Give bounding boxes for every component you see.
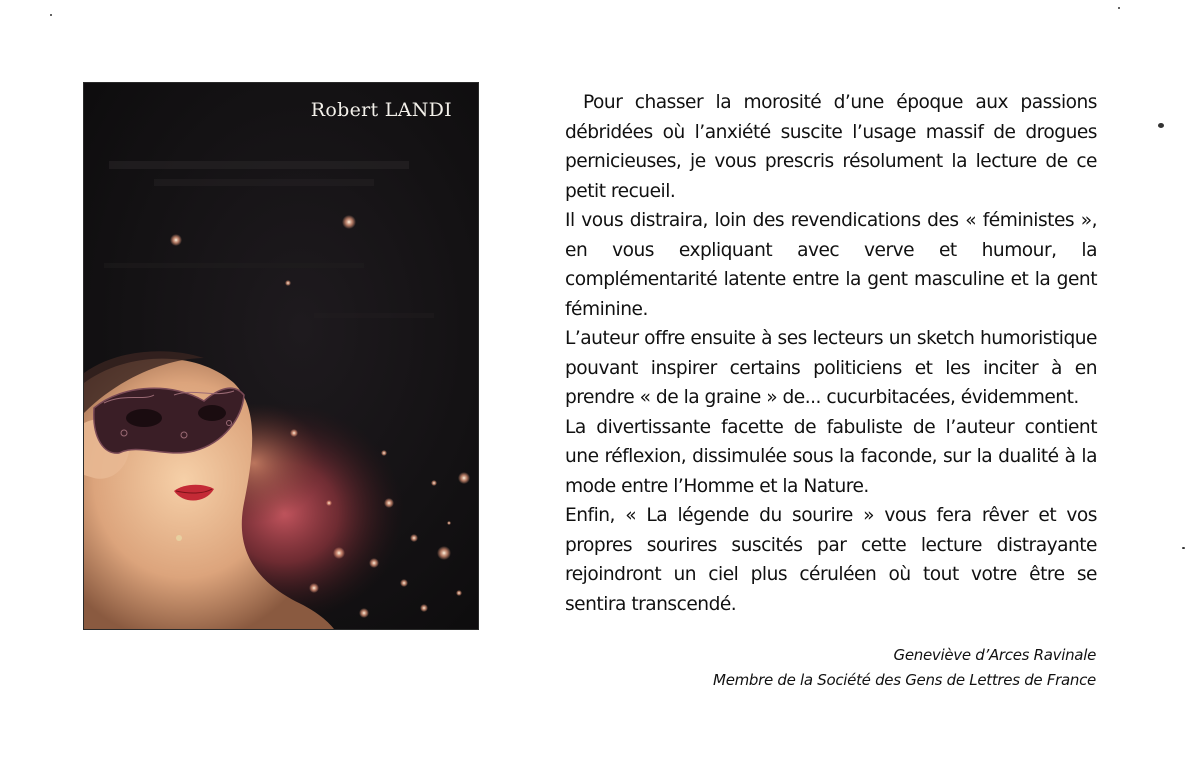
- cover-illustration: [84, 83, 478, 629]
- signature-block: [713, 643, 1096, 693]
- ghost-title-line: [154, 179, 374, 186]
- book-cover: [83, 82, 479, 630]
- scan-speck: [1182, 547, 1185, 549]
- blurb-text: [565, 88, 1097, 619]
- blurb-paragraph: Pour chasser la morosité d’une époque aux passions débridées où l’anxiété suscite l’usage massif de drogues pernicieuses, je vous prescris résolument la lecture de ce petit recueil.: [565, 92, 1097, 202]
- ghost-title-line: [104, 263, 364, 268]
- blurb-paragraph: L’auteur offre ensuite à ses lecteurs un sketch humoristique pouvant inspirer certains politiciens et les inciter à en prendre « de la graine » de... cucurbitacées, évidemment.: [565, 328, 1097, 408]
- ghost-title-line: [314, 313, 434, 318]
- blurb-paragraph: Il vous distraira, loin des revendications des « féministes », en vous expliquant avec verve et humour, la complémentarité latente entre la gent masculine et la gent féminine.: [565, 210, 1097, 320]
- ghost-title-line: [109, 161, 409, 169]
- signature-role: Membre de la Société des Gens de Lettres de France: [713, 671, 1096, 689]
- blurb-paragraph: La divertissante facette de fabuliste de l’auteur contient une réflexion, dissimulée sous la faconde, sur la dualité à la mode entre l’Homme et la Nature.: [565, 416, 1097, 497]
- blurb-paragraph: Enfin, « La légende du sourire » vous fera rêver et vos propres sourires suscités par cette lecture distrayante rejoindront un ciel plus céruléen où tout votre être se sentira transcendé.: [565, 505, 1097, 615]
- signature-name: Geneviève d’Arces Ravinale: [893, 646, 1096, 664]
- scan-speck: [1118, 7, 1120, 9]
- cover-author-name: Robert LANDI: [310, 99, 452, 121]
- scan-speck: [1158, 123, 1164, 128]
- cover-earring: [176, 535, 182, 541]
- scan-speck: [50, 14, 52, 16]
